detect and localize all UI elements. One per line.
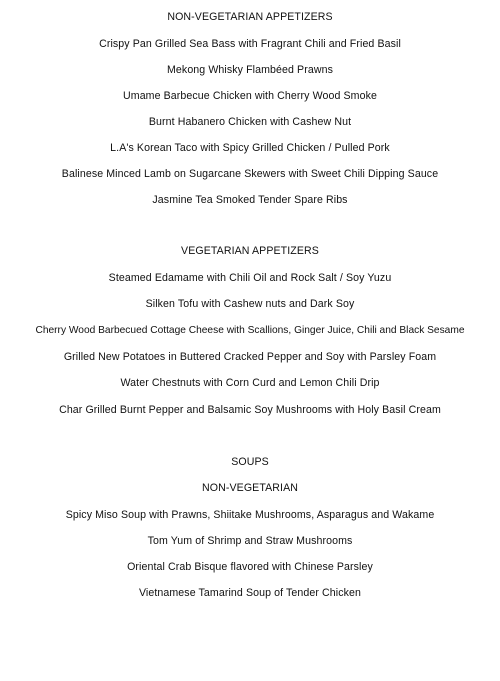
menu-item: Grilled New Potatoes in Buttered Cracked Pepper and Soy with Parsley Foam (63, 351, 437, 363)
section-heading-veg-appetizers: VEGETARIAN APPETIZERS (181, 245, 319, 257)
menu-item: Steamed Edamame with Chili Oil and Rock Salt / Soy Yuzu (108, 272, 392, 284)
menu-item: Balinese Minced Lamb on Sugarcane Skewers with Sweet Chili Dipping Sauce (61, 168, 439, 180)
menu-item: Burnt Habanero Chicken with Cashew Nut (148, 116, 352, 128)
menu-item: Spicy Miso Soup with Prawns, Shiitake Mushrooms, Asparagus and Wakame (65, 509, 435, 521)
menu-item: Umame Barbecue Chicken with Cherry Wood Smoke (123, 90, 377, 102)
menu-item: Cherry Wood Barbecued Cottage Cheese with Scallions, Ginger Juice, Chili and Black Sesame (35, 325, 465, 336)
section-heading-non-veg-appetizers: NON-VEGETARIAN APPETIZERS (167, 11, 333, 23)
menu-item: Crispy Pan Grilled Sea Bass with Fragrant Chili and Fried Basil (99, 38, 401, 50)
menu-item: Char Grilled Burnt Pepper and Balsamic Soy Mushrooms with Holy Basil Cream (59, 404, 441, 416)
menu-item: Mekong Whisky Flambéed Prawns (167, 64, 333, 76)
menu-item: Silken Tofu with Cashew nuts and Dark Soy (145, 298, 355, 310)
section-subheading-non-veg: NON-VEGETARIAN (202, 482, 298, 494)
menu-item: Jasmine Tea Smoked Tender Spare Ribs (152, 194, 348, 206)
menu-item: Oriental Crab Bisque flavored with Chinese Parsley (127, 561, 373, 573)
menu-item: Water Chestnuts with Corn Curd and Lemon Chili Drip (120, 377, 380, 389)
menu-item: Tom Yum of Shrimp and Straw Mushrooms (147, 535, 353, 547)
menu-item: L.A's Korean Taco with Spicy Grilled Chicken / Pulled Pork (110, 142, 390, 154)
section-heading-soups: SOUPS (231, 456, 269, 468)
menu-item: Vietnamese Tamarind Soup of Tender Chicken (138, 587, 362, 599)
